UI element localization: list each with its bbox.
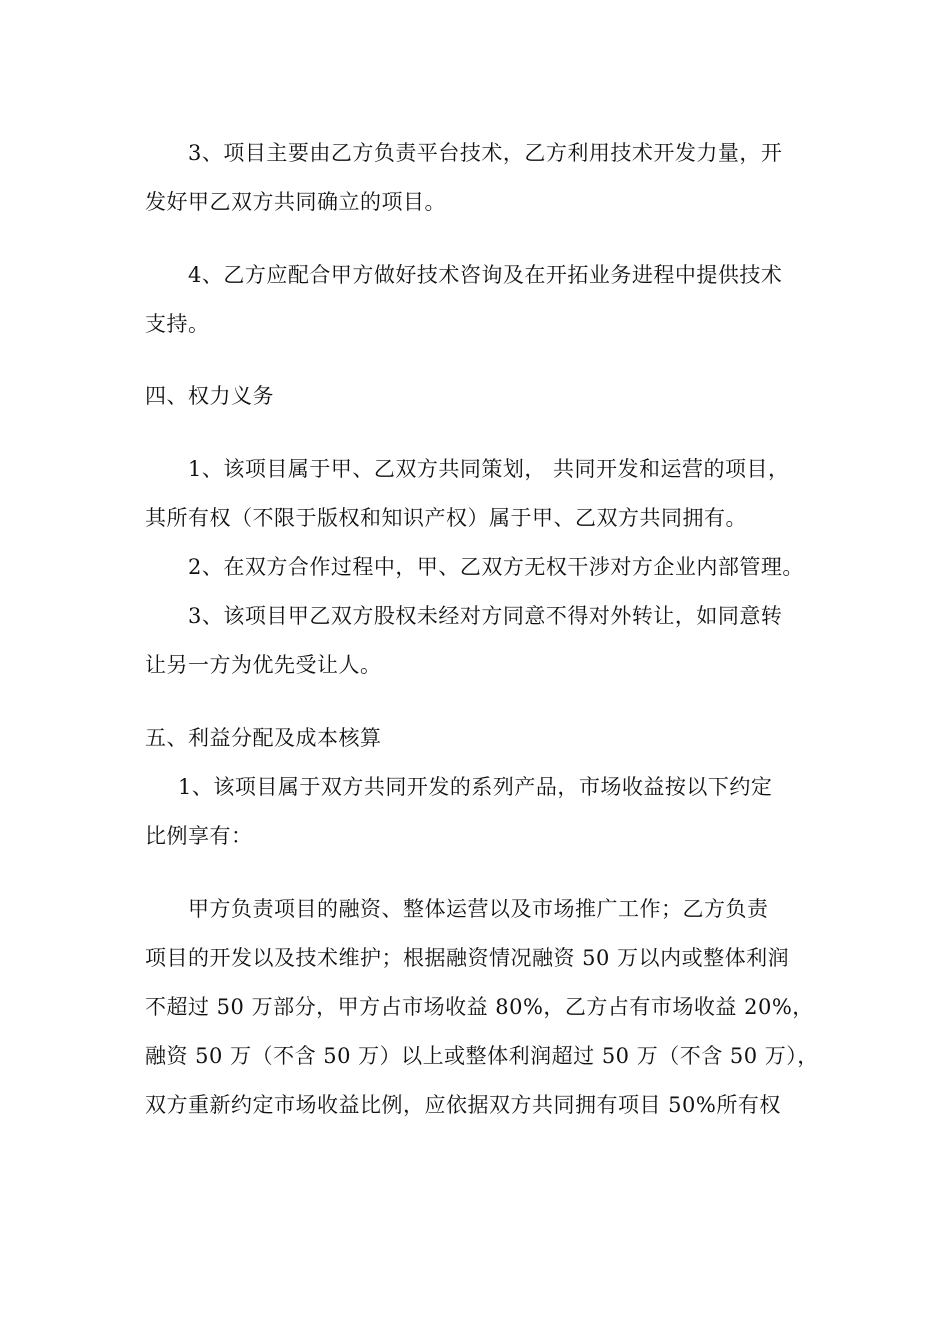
profit-detail-line-1: 甲方负责项目的融资、整体运营以及市场推广工作；乙方负责: [188, 897, 769, 921]
clause-3-line-2: 发好甲乙双方共同确立的项目。: [145, 190, 446, 214]
profit-clause-1-line-1: 1、该项目属于双方共同开发的系列产品，市场收益按以下约定: [178, 775, 773, 799]
section-heading-rights-obligations: 四、权力义务: [145, 384, 274, 408]
rights-clause-3-line-2: 让另一方为优先受让人。: [145, 653, 382, 677]
profit-clause-1-line-2: 比例享有：: [145, 824, 253, 848]
clause-4-line-2: 支持。: [145, 312, 210, 336]
clause-3-line-1: 3、项目主要由乙方负责平台技术，乙方利用技术开发力量，开: [188, 141, 783, 165]
rights-clause-1-line-2: 其所有权（不限于版权和知识产权）属于甲、乙双方共同拥有。: [145, 506, 747, 530]
profit-detail-line-5: 双方重新约定市场收益比例，应依据双方共同拥有项目 50%所有权: [145, 1093, 781, 1117]
profit-detail-line-2: 项目的开发以及技术维护；根据融资情况融资 50 万以内或整体利润: [145, 946, 790, 970]
profit-detail-line-4: 融资 50 万（不含 50 万）以上或整体利润超过 50 万（不含 50 万），: [145, 1044, 819, 1068]
clause-4-line-1: 4、乙方应配合甲方做好技术咨询及在开拓业务进程中提供技术: [188, 263, 783, 287]
profit-detail-line-3: 不超过 50 万部分，甲方占市场收益 80%，乙方占有市场收益 20%，: [145, 995, 814, 1019]
rights-clause-2: 2、在双方合作过程中，甲、乙双方无权干涉对方企业内部管理。: [188, 555, 804, 579]
section-heading-profit-distribution: 五、利益分配及成本核算: [145, 726, 382, 750]
rights-clause-1-line-1: 1、该项目属于甲、乙双方共同策划， 共同开发和运营的项目，: [188, 457, 790, 481]
rights-clause-3-line-1: 3、该项目甲乙双方股权未经对方同意不得对外转让，如同意转: [188, 604, 783, 628]
